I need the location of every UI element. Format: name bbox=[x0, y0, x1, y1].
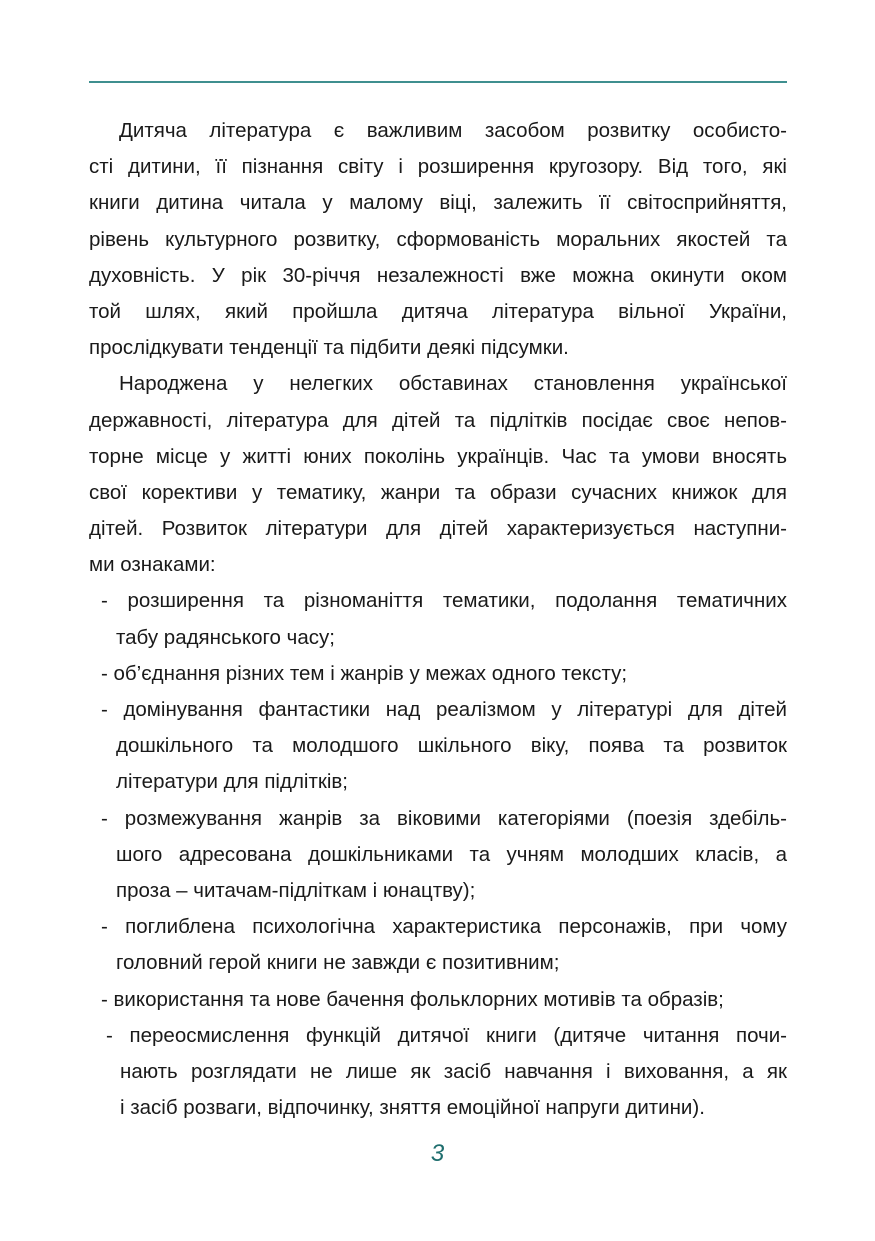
list-item-line: - домінування фантастики над реалізмом у літературі для дітей bbox=[101, 698, 787, 721]
list-item-line: нають розглядати не лише як засіб навчання і виховання, а як bbox=[120, 1059, 787, 1083]
paragraph-line: прослідкувати тенденції та підбити деякі підсумки. bbox=[89, 336, 569, 360]
paragraph-line: рівень культурного розвитку, сформованість моральних якостей та bbox=[89, 227, 787, 251]
paragraph-line: той шлях, який пройшла дитяча література вільної України, bbox=[89, 299, 787, 323]
paragraph-line: торне місце у житті юних поколінь українців. Час та умови вносять bbox=[89, 444, 787, 468]
list-item-line: - поглиблена психологічна характеристика персонажів, при чому bbox=[101, 915, 787, 939]
list-item bbox=[89, 656, 787, 692]
paragraph-line: сті дитини, її пізнання світу і розширення кругозору. Від того, які bbox=[89, 155, 787, 179]
features-list bbox=[89, 583, 787, 1126]
list-item bbox=[89, 982, 787, 1018]
list-item-line: проза – читачам-підліткам і юнацтву); bbox=[116, 878, 476, 902]
page-number: 3 bbox=[430, 1140, 445, 1167]
header-rule bbox=[89, 81, 787, 83]
list-item-line: і засіб розваги, відпочинку, зняття емоційної напруги дитини). bbox=[120, 1096, 705, 1120]
list-item bbox=[89, 692, 787, 801]
paragraph-line: ми ознаками: bbox=[89, 553, 216, 577]
list-item-line: - переосмислення функцій дитячої книги (дитяче читання почи- bbox=[106, 1023, 787, 1047]
list-item-line: головний герой книги не завжди є позитивним; bbox=[116, 951, 560, 975]
list-item-line: - розширення та різноманіття тематики, подолання тематичних bbox=[101, 589, 787, 613]
paragraph-line: державності, література для дітей та підлітків посідає своє непов- bbox=[89, 408, 787, 432]
list-item bbox=[89, 583, 787, 655]
list-item-line: - використання та нове бачення фольклорних мотивів та образів; bbox=[101, 987, 724, 1011]
paragraph-line: Дитяча література є важливим засобом розвитку особисто- bbox=[119, 119, 787, 142]
paragraph-line: свої корективи у тематику, жанри та образи сучасних книжок для bbox=[89, 480, 787, 504]
paragraph-line: духовність. У рік 30-річчя незалежності вже можна окинути оком bbox=[89, 263, 787, 287]
list-item bbox=[89, 801, 787, 910]
paragraph-line: Народжена у нелегких обставинах становлення української bbox=[119, 372, 787, 396]
list-item-line: літератури для підлітків; bbox=[116, 770, 348, 794]
paragraph-intro bbox=[89, 113, 787, 366]
paragraph-features bbox=[89, 366, 787, 583]
list-item-line: - об’єднання різних тем і жанрів у межах одного тексту; bbox=[101, 661, 628, 685]
list-item bbox=[89, 1018, 787, 1127]
page-body bbox=[89, 113, 787, 1126]
paragraph-line: дітей. Розвиток літератури для дітей характеризується наступни- bbox=[89, 517, 787, 541]
list-item-line: дошкільного та молодшого шкільного віку, поява та розвиток bbox=[116, 734, 787, 758]
list-item-line: шого адресована дошкільниками та учням молодших класів, а bbox=[116, 842, 787, 866]
list-item bbox=[89, 909, 787, 981]
paragraph-line: книги дитина читала у малому віці, залежить її світосприйняття, bbox=[89, 191, 787, 215]
list-item-line: - розмежування жанрів за віковими категоріями (поезія здебіль- bbox=[101, 806, 787, 830]
list-item-line: табу радянського часу; bbox=[116, 625, 335, 649]
